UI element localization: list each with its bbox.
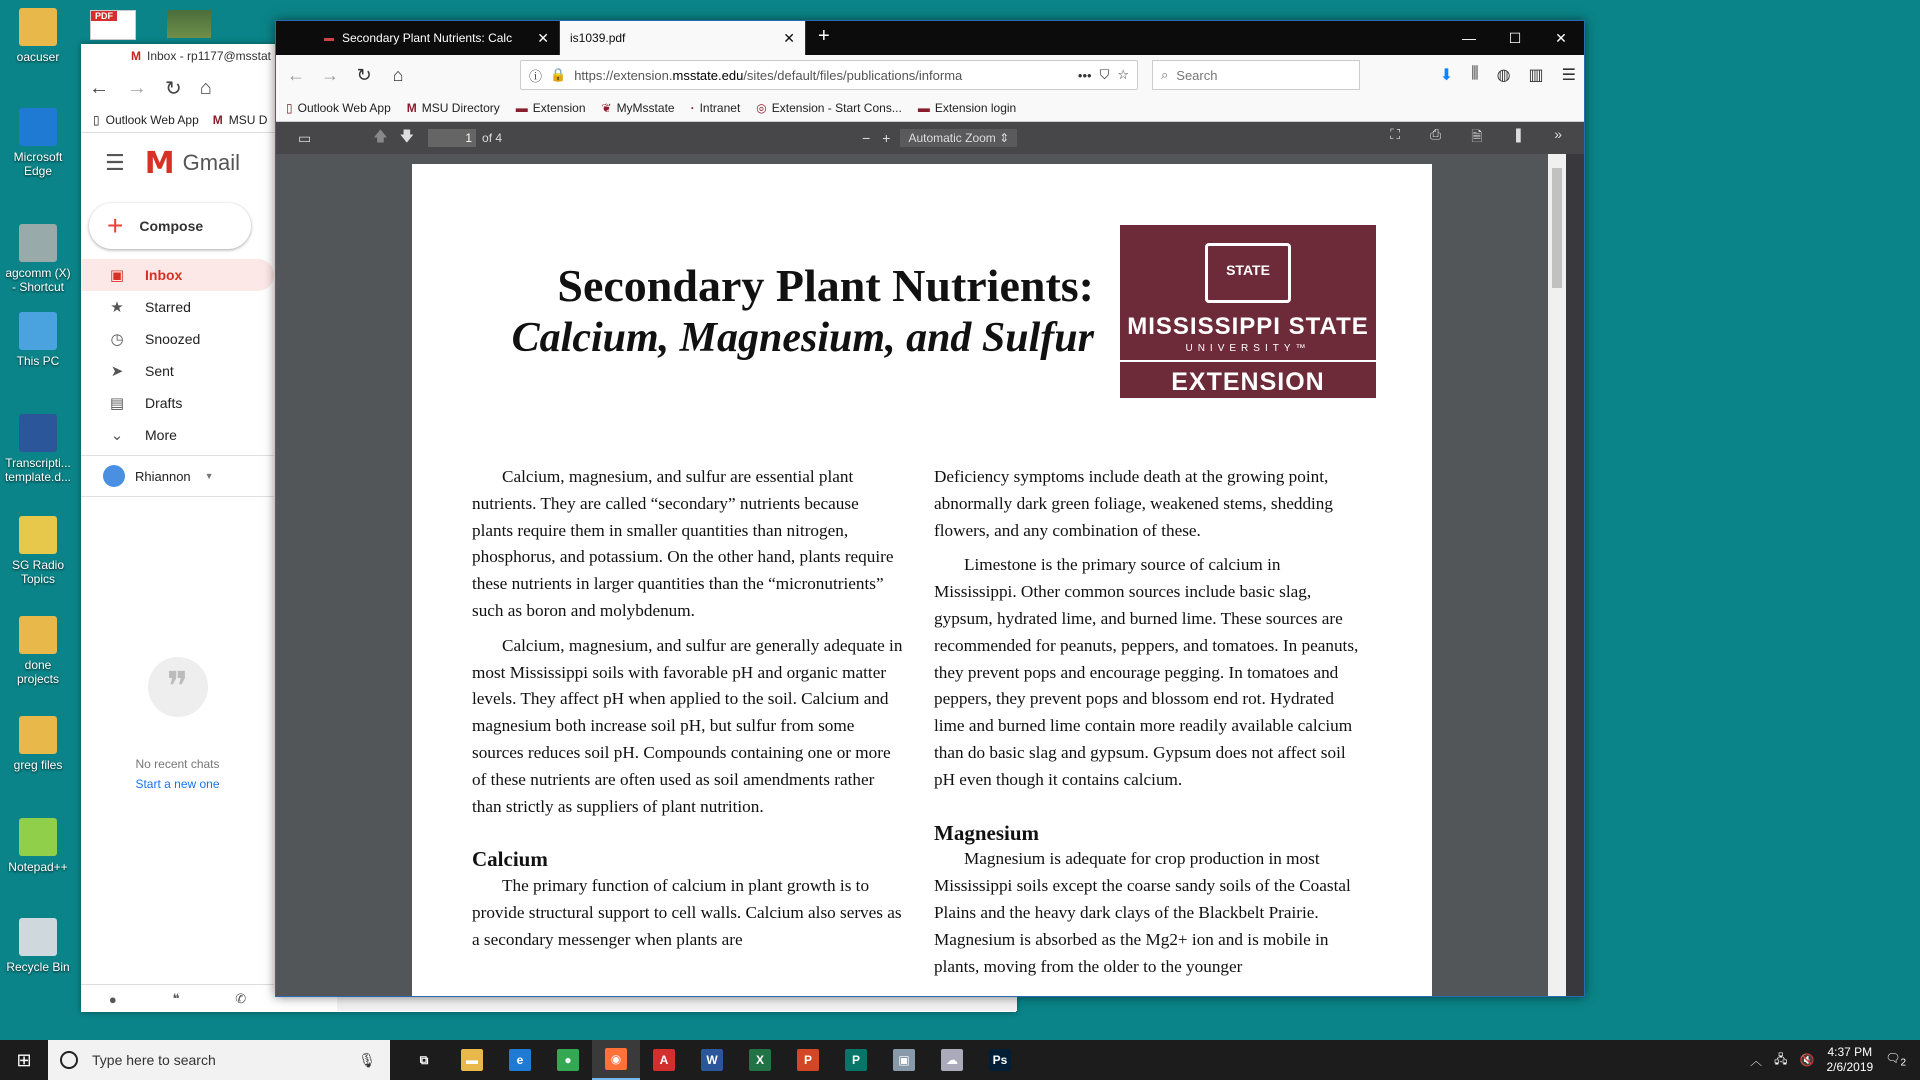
- hangouts-icon[interactable]: ❝: [172, 991, 180, 1006]
- volume-muted-icon[interactable]: 🔇: [1799, 1053, 1815, 1067]
- msu-logo-icon: ▬: [324, 32, 334, 44]
- paragraph: Calcium, magnesium, and sulfur are essential plant nutrients. They are called “secondary” nutrients because plants require them in smaller quantities than nitrogen, phosphorus, and potassium. On the other hand, plants require these nutrients in larger quantities than the “micronutrients” such as boron and molybdenum.: [472, 467, 894, 620]
- cortana-icon: [60, 1051, 78, 1069]
- info-icon[interactable]: ⓘ: [529, 68, 543, 84]
- taskbar-app-1[interactable]: [448, 1040, 496, 1080]
- search-icon: ⌕: [1161, 67, 1169, 82]
- home-icon[interactable]: ⌂: [199, 76, 212, 99]
- document-subtitle: Calcium, Magnesium, and Sulfur: [511, 315, 1094, 361]
- bookmark-icon[interactable]: ❚: [1512, 126, 1525, 142]
- maximize-icon[interactable]: ☐: [1508, 30, 1522, 46]
- menu-icon[interactable]: ☰: [1561, 67, 1576, 84]
- msu-m-icon: M: [406, 101, 417, 115]
- page-actions-icon[interactable]: •••: [1077, 67, 1092, 83]
- desktop-icon-7[interactable]: greg files: [2, 716, 74, 772]
- computer-icon: [19, 312, 57, 350]
- paw-icon: ❦: [601, 101, 612, 115]
- taskbar-app-3[interactable]: [544, 1040, 592, 1080]
- network-drive-icon: [19, 224, 57, 262]
- chevron-down-icon[interactable]: ▼: [204, 471, 214, 481]
- print-icon[interactable]: ⎙: [1430, 126, 1442, 142]
- tab-secondary-plant-nutrients[interactable]: ▬ Secondary Plant Nutrients: Calc ✕: [314, 21, 560, 55]
- microphone-icon[interactable]: 🎙: [358, 1051, 376, 1068]
- bookmark-item[interactable]: ▬ Extension: [515, 101, 586, 115]
- msu-m-icon: M: [212, 113, 223, 127]
- back-icon[interactable]: ←: [287, 64, 305, 85]
- bookmark-item[interactable]: ▬ Extension login: [917, 101, 1017, 115]
- image-file-icon[interactable]: [167, 10, 211, 38]
- sidebar-toggle-icon[interactable]: ▭: [298, 129, 312, 146]
- dot-icon: ·: [690, 101, 695, 115]
- sidebar-item-starred[interactable]: ★ Starred: [81, 291, 274, 323]
- bookmark-item[interactable]: M MSU Directory: [406, 101, 500, 115]
- firefox-bookmarks-bar: [276, 95, 1584, 122]
- reload-icon[interactable]: ↻: [356, 64, 372, 85]
- page-icon: ▯: [286, 101, 293, 115]
- taskbar-app-2[interactable]: [496, 1040, 544, 1080]
- bookmark-star-icon[interactable]: ☆: [1117, 67, 1129, 82]
- presentation-mode-icon[interactable]: ⛶: [1390, 126, 1400, 142]
- desktop-icon-5[interactable]: SG Radio Topics: [2, 516, 74, 586]
- tools-icon[interactable]: »: [1554, 126, 1562, 142]
- close-window-icon[interactable]: ✕: [1555, 30, 1567, 46]
- desktop-icon-2[interactable]: agcomm (X) - Shortcut: [2, 224, 74, 294]
- taskbar-app-9[interactable]: [832, 1040, 880, 1080]
- inbox-icon: ▣: [109, 267, 125, 284]
- pocket-icon[interactable]: ⛉: [1099, 67, 1110, 82]
- desktop-icon-3[interactable]: This PC: [2, 312, 74, 368]
- paragraph: The primary function of calcium in plant growth is to provide structural support to cell walls. Calcium also serves as a secondary messenger when plants are: [472, 876, 902, 949]
- pdf-tools: [1378, 126, 1574, 150]
- url-bar[interactable]: [520, 60, 1138, 90]
- zip-folder-icon: [19, 516, 57, 554]
- globe-icon: ◎: [756, 101, 767, 115]
- plus-icon: +: [107, 210, 124, 241]
- text-column-right: [934, 464, 1366, 988]
- sidebar-item-more[interactable]: ⌄ More: [81, 419, 274, 451]
- firefox-icon: ◉: [605, 1048, 627, 1070]
- paragraph: Deficiency symptoms include death at the growing point, abnormally dark green foliage, weakened stems, shedding flowers, and any combination of these.: [934, 467, 1333, 540]
- taskbar: [0, 1040, 1920, 1080]
- firefox-window: [275, 20, 1585, 997]
- firefox-tab-strip: [276, 21, 1584, 55]
- zoom-out-icon[interactable]: −: [862, 130, 871, 146]
- minimize-icon[interactable]: —: [1462, 30, 1476, 46]
- publisher-icon: P: [845, 1049, 867, 1071]
- sidebar-item-sent[interactable]: ➤ Sent: [81, 355, 274, 387]
- recycle-bin-icon: [19, 918, 57, 956]
- paragraph: Limestone is the primary source of calcium in Mississippi. Other common sources include basic slag, gypsum, hydrated lime, and burned lime. These sources are recommended for peanuts, peppers, and tomatoes. In peanuts, they prevent pops and encourage pegging. In tomatoes and peppers, they prevent pops and blossom end rot. Hydrated lime and burned lime contain more readily available calcium than do basic slag and gypsum. Gypsum does not affect soil pH even though it contains calcium.: [934, 555, 1359, 789]
- chat-bubble-icon: ❞: [148, 657, 208, 717]
- no-chats-text: No recent chats: [135, 757, 220, 771]
- desktop-icon-4[interactable]: Transcripti... template.d...: [2, 414, 74, 484]
- taskbar-app-8[interactable]: [784, 1040, 832, 1080]
- gmail-sidebar: [81, 133, 274, 791]
- no-chats-panel: [81, 657, 274, 791]
- home-icon[interactable]: ⌂: [392, 64, 404, 85]
- gmail-logo[interactable]: M Gmail: [144, 145, 241, 181]
- avatar: [103, 465, 125, 487]
- toolbar-buttons: [1440, 65, 1576, 85]
- phone-icon[interactable]: ✆: [235, 991, 247, 1006]
- sidebar-item-snoozed[interactable]: ◷ Snoozed: [81, 323, 274, 355]
- edge-icon: [19, 108, 57, 146]
- notepadpp-icon: [19, 818, 57, 856]
- compose-button[interactable]: + Compose: [89, 203, 251, 249]
- word-icon: W: [701, 1049, 723, 1071]
- desktop-icon-1[interactable]: Microsoft Edge: [2, 108, 74, 178]
- chevron-up-icon[interactable]: ︿: [1750, 1053, 1763, 1068]
- windows-start-icon[interactable]: ⊞: [16, 1049, 32, 1070]
- task-view-icon: ⧉: [413, 1049, 435, 1071]
- pdf-page: [412, 164, 1432, 996]
- draft-icon: ▤: [109, 395, 125, 412]
- desktop-icon-0[interactable]: oacuser: [2, 8, 74, 64]
- word-doc-icon: [19, 414, 57, 452]
- taskbar-app-7[interactable]: [736, 1040, 784, 1080]
- edge-icon: e: [509, 1049, 531, 1071]
- window-controls: [1446, 21, 1584, 55]
- reload-icon[interactable]: ↻: [165, 77, 182, 100]
- page-total: of 4: [482, 131, 503, 145]
- back-icon[interactable]: ←: [89, 76, 109, 99]
- downloads-icon[interactable]: ⬇: [1439, 67, 1454, 84]
- gmail-m-icon: M: [144, 145, 175, 181]
- desktop-icon-6[interactable]: done projects: [2, 616, 74, 686]
- text-column-left: [472, 464, 904, 962]
- send-icon: ➤: [110, 363, 124, 380]
- hangouts-user[interactable]: Rhiannon ▼: [81, 455, 274, 497]
- hangouts-footer: [81, 984, 274, 1013]
- star-icon: ★: [110, 299, 124, 316]
- library-icon[interactable]: ⫼: [1471, 65, 1479, 82]
- zoom-in-icon[interactable]: +: [882, 130, 891, 146]
- taskbar-apps: [400, 1040, 1024, 1080]
- system-tray: [1750, 1045, 1920, 1075]
- new-tab-icon[interactable]: +: [818, 25, 830, 47]
- tab-is1039-pdf[interactable]: is1039.pdf ✕: [560, 21, 806, 55]
- taskbar-app-10[interactable]: [880, 1040, 928, 1080]
- section-heading-magnesium: Magnesium: [934, 820, 1039, 845]
- scrollbar-thumb[interactable]: [1552, 168, 1562, 288]
- sidebar-item-drafts[interactable]: ▤ Drafts: [81, 387, 274, 419]
- lock-icon[interactable]: 🔒: [550, 67, 567, 82]
- msu-emblem-icon: STATE: [1205, 243, 1291, 303]
- file-explorer-icon: ▬: [461, 1049, 483, 1071]
- page-number-input[interactable]: 1: [428, 129, 476, 147]
- msu-extension-logo: STATE MISSISSIPPI STATE UNIVERSITY™ EXTENSION: [1120, 225, 1376, 398]
- taskbar-app-5[interactable]: [640, 1040, 688, 1080]
- close-tab-icon[interactable]: ✕: [537, 29, 549, 46]
- start-new-chat-link[interactable]: Start a new one: [135, 777, 220, 791]
- save-icon[interactable]: 🗎: [1471, 128, 1483, 144]
- bookmark-item[interactable]: · Intranet: [690, 101, 741, 115]
- folder-user-icon: [19, 8, 57, 46]
- bookmark-outlook[interactable]: Outlook Web App: [105, 113, 199, 127]
- network-icon[interactable]: 🖧: [1774, 1051, 1788, 1066]
- gmail-favicon-icon: M: [131, 49, 141, 63]
- cloud-app-icon: ☁: [941, 1049, 963, 1071]
- pdf-folder-icon: [19, 616, 57, 654]
- person-icon[interactable]: ●: [108, 991, 117, 1007]
- paragraph: Calcium, magnesium, and sulfur are generally adequate in most Mississippi soils with favorable pH and organic matter levels. They affect pH when applied to the soil. Calcium and magnesium both increase soil pH, but sulfur from some sources reduces soil pH. Compounds containing one or more of these nutrients are often used as soil amendments rather than strictly as suppliers of plant nutrition.: [472, 635, 903, 816]
- chrome-icon: ●: [557, 1049, 579, 1071]
- bookmark-item[interactable]: ▯ Outlook Web App: [286, 101, 391, 115]
- next-page-icon[interactable]: 🡇: [399, 128, 415, 144]
- desktop-icon-8[interactable]: Notepad++: [2, 818, 74, 874]
- taskbar-search[interactable]: Type here to search 🎙: [48, 1040, 390, 1080]
- sidebar-icon[interactable]: ▥: [1528, 67, 1544, 84]
- notifications-icon[interactable]: $🗨_2$: [1885, 1051, 1906, 1069]
- pdf-vertical-scrollbar[interactable]: [1548, 154, 1566, 996]
- extension-icon[interactable]: ◍: [1496, 67, 1511, 84]
- forward-icon[interactable]: →: [127, 76, 147, 99]
- forward-icon[interactable]: →: [321, 64, 339, 85]
- document-title: Secondary Plant Nutrients:: [557, 260, 1094, 311]
- network-app-icon: ▣: [893, 1049, 915, 1071]
- paragraph: Magnesium is adequate for crop production in most Mississippi soils except the coarse sandy soils of the Coastal Plains and the heavy dark clays of the Blackbelt Prairie. Magnesium is absorbed as the Mg2+ ion and is mobile in plants, moving from the older to the younger: [934, 849, 1351, 976]
- main-menu-icon[interactable]: ☰: [105, 150, 125, 175]
- page-icon: ▯: [93, 113, 100, 127]
- zoom-select[interactable]: Automatic Zoom ⇕: [900, 129, 1017, 147]
- pdf-file-icon[interactable]: PDF: [90, 10, 136, 40]
- section-heading-calcium: Calcium: [472, 847, 548, 872]
- excel-icon: X: [749, 1049, 771, 1071]
- url-text[interactable]: https://extension.msstate.edu/sites/default/files/publications/informa: [574, 67, 963, 83]
- pdf-toolbar: [276, 122, 1584, 154]
- taskbar-app-4[interactable]: [592, 1040, 640, 1080]
- gmail-tab-title: Inbox - rp1177@msstat: [147, 49, 272, 63]
- acrobat-icon: A: [653, 1049, 675, 1071]
- previous-page-icon[interactable]: 🡅: [373, 128, 388, 144]
- taskbar-app-6[interactable]: [688, 1040, 736, 1080]
- chevron-down-icon: ⌄: [110, 427, 124, 444]
- photoshop-icon: Ps: [989, 1049, 1011, 1071]
- bookmark-msu[interactable]: MSU D: [228, 113, 268, 127]
- desktop-icon-9[interactable]: Recycle Bin: [2, 918, 74, 974]
- powerpoint-icon: P: [797, 1049, 819, 1071]
- search-bar[interactable]: ⌕ Search: [1152, 60, 1360, 90]
- msu-logo-icon: ▬: [515, 101, 528, 115]
- pdf-viewer-area[interactable]: [276, 154, 1566, 996]
- pdf-folder-icon: [19, 716, 57, 754]
- sidebar-item-inbox[interactable]: ▣ Inbox: [81, 259, 274, 291]
- close-tab-icon[interactable]: ✕: [783, 29, 795, 46]
- bookmark-item[interactable]: ❦ MyMsstate: [601, 101, 675, 115]
- bookmark-item[interactable]: ◎ Extension - Start Cons...: [756, 101, 902, 115]
- clock-icon: ◷: [110, 331, 124, 348]
- taskbar-app-11[interactable]: [928, 1040, 976, 1080]
- taskbar-app-0[interactable]: [400, 1040, 448, 1080]
- clock[interactable]: 4:37 PM 2/6/2019: [1826, 1045, 1874, 1074]
- firefox-nav-bar: [276, 55, 1584, 95]
- taskbar-app-12[interactable]: [976, 1040, 1024, 1080]
- msu-logo-icon: ▬: [917, 101, 930, 115]
